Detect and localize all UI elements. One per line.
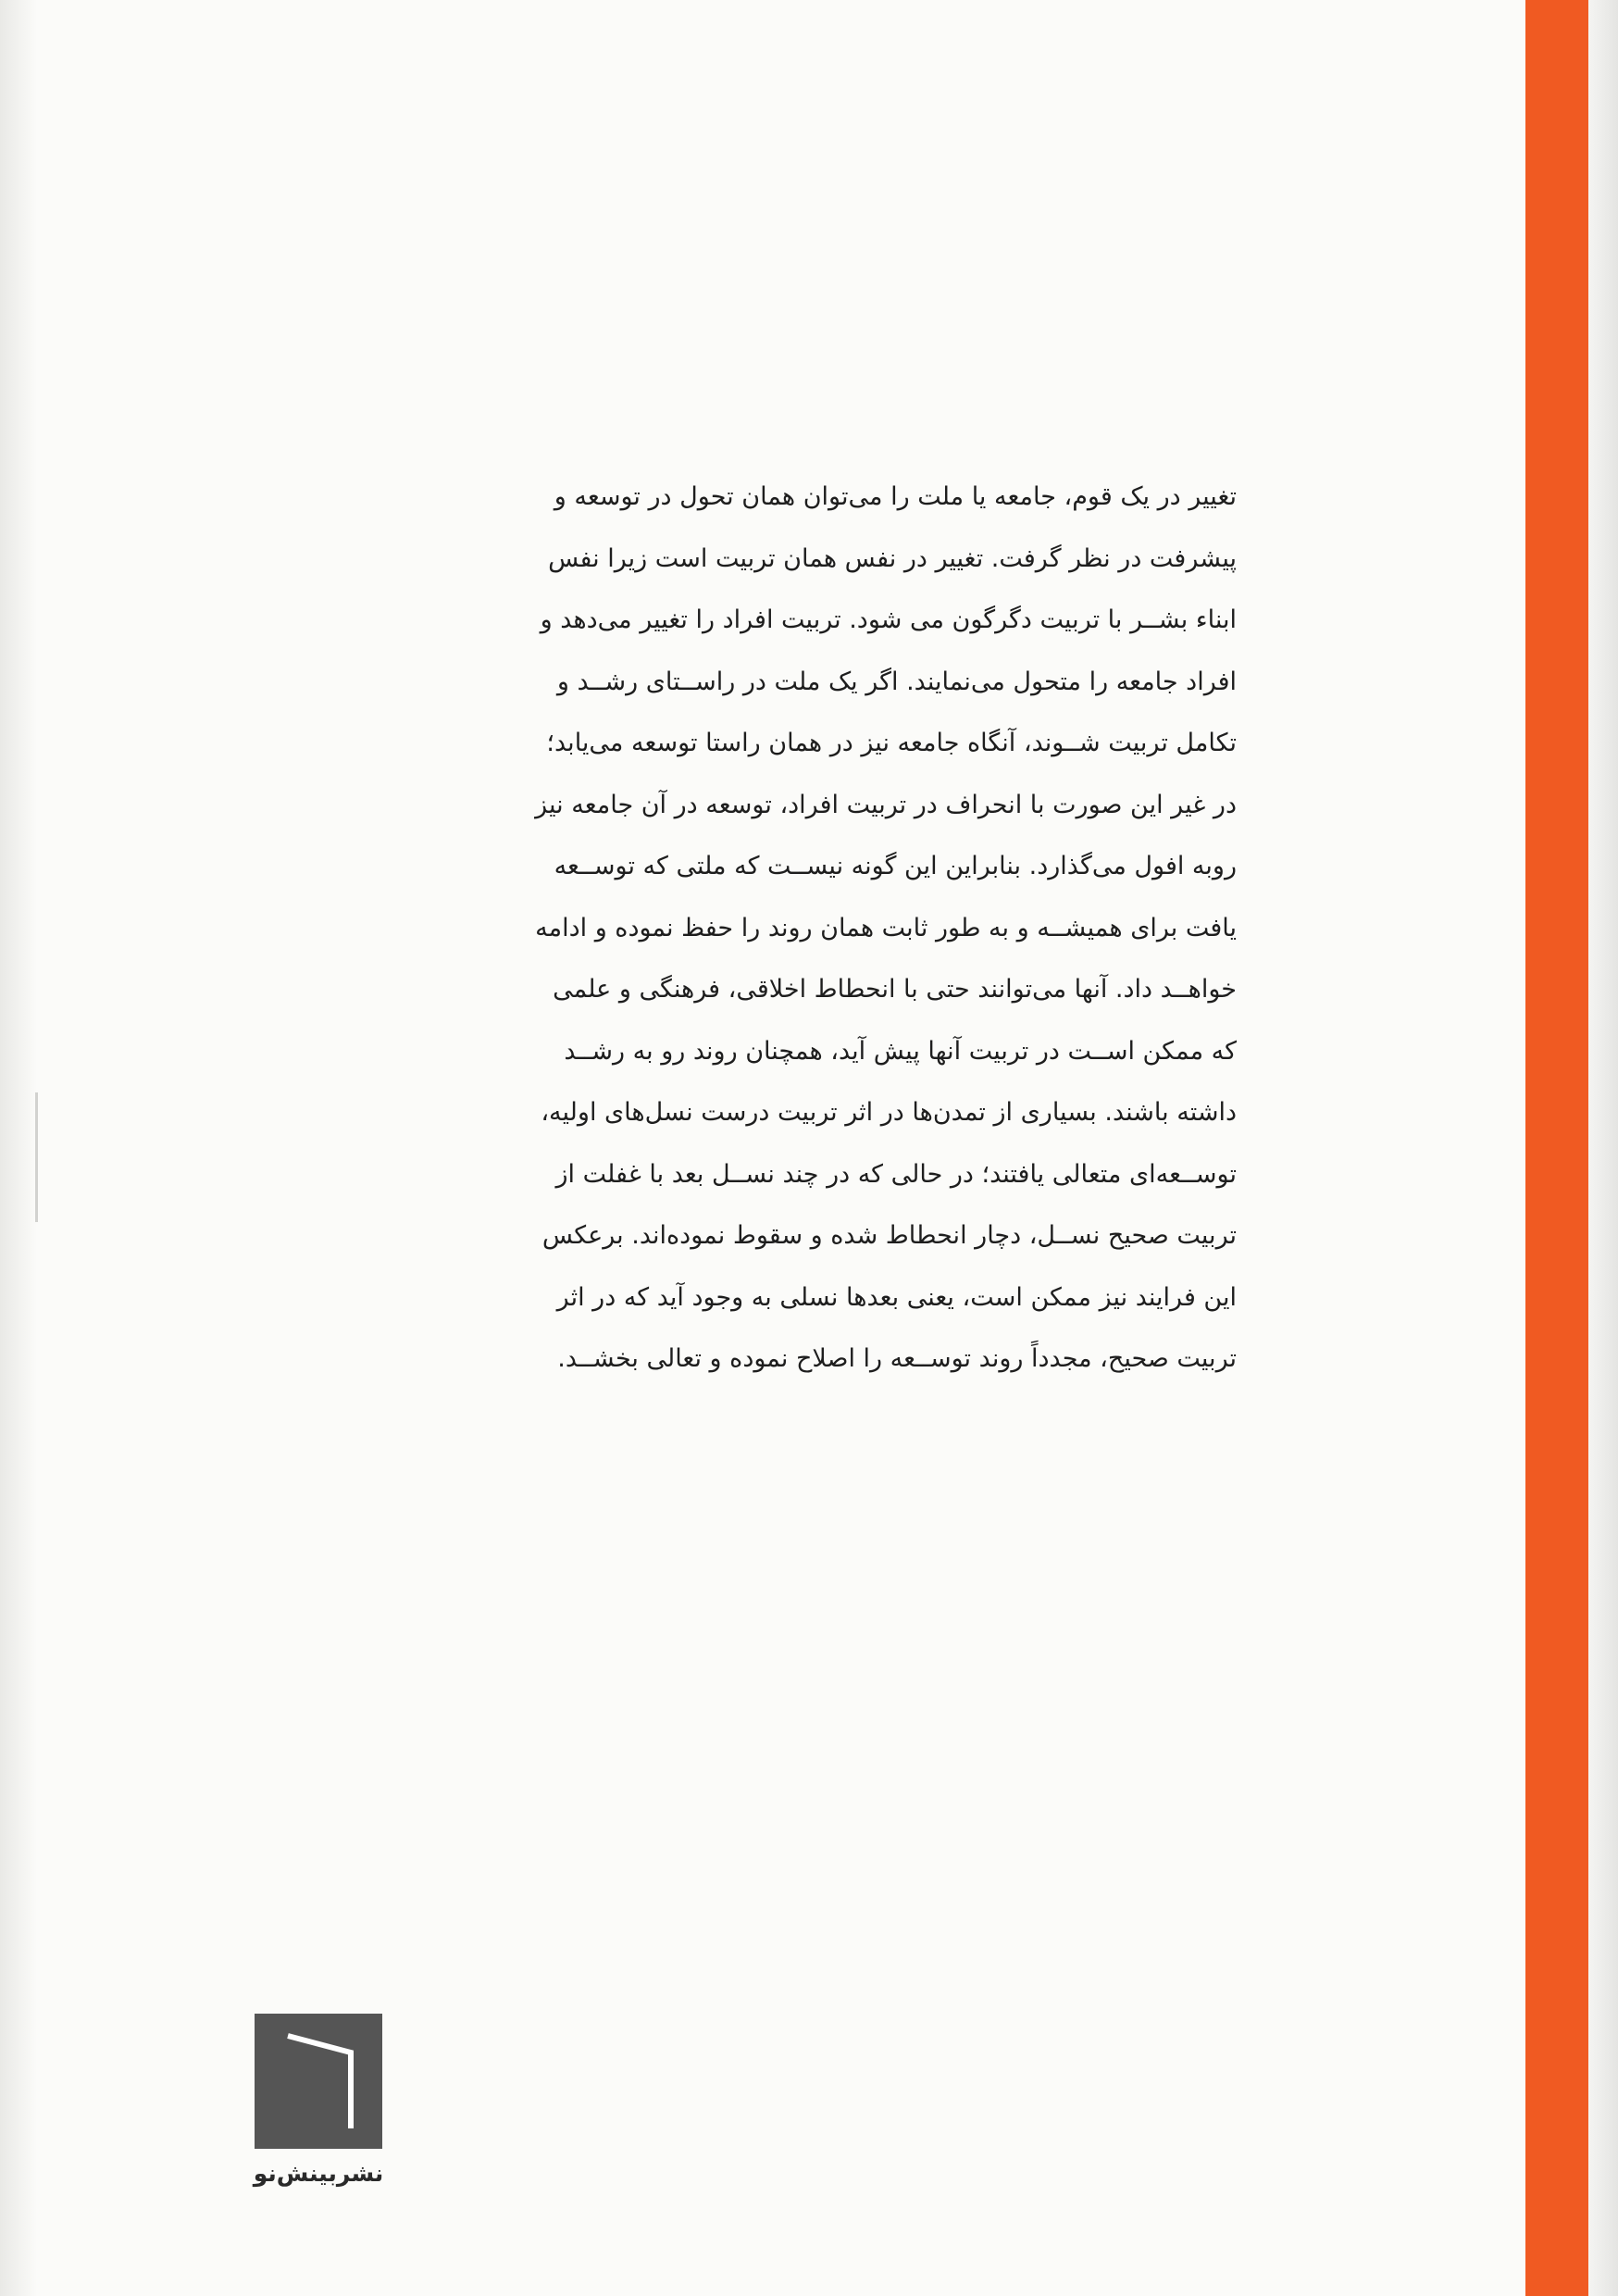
paragraph-line: خواهــد داد. آنها می‌توانند حتی با انحطاط اخلاقی، فرهنگی و علمی (553, 975, 1237, 1004)
paragraph-line: تکامل تربیت شــوند، آنگاه جامعه نیز در همان راستا توسعه می‌یابد؛ (546, 729, 1237, 757)
publisher-logo-icon (255, 2014, 382, 2149)
paragraph-line: پیشرفت در نظر گرفت. تغییر در نفس همان تربیت است زیرا نفس (548, 543, 1237, 573)
paragraph-line: این فرایند نیز ممکن است، یعنی بعدها نسلی به وجود آید که در اثر (556, 1282, 1237, 1312)
back-cover-paragraph (355, 467, 1237, 1391)
publisher-name: نشربینش‌نو (253, 2160, 384, 2187)
paragraph-line: تربیت صحیح، مجدداً روند توســعه را اصلاح نموده و تعالی بخشــد. (557, 1344, 1237, 1373)
paragraph-line: یافت برای همیشــه و به طور ثابت همان روند را حفظ نموده و ادامه (535, 913, 1237, 942)
cover-edge-shade (0, 0, 37, 2296)
paragraph-line: تغییر در یک قوم، جامعه یا ملت را می‌توان همان تحول در توسعه و (554, 482, 1237, 511)
paragraph-line: در غیر این صورت با انحراف در تربیت افراد، توسعه در آن جامعه نیز (535, 790, 1237, 819)
paragraph-line: تربیت صحیح نســل، دچار انحطاط شده و سقوط نموده‌اند. برعکس (541, 1221, 1237, 1250)
paper-mark (35, 1092, 38, 1222)
paragraph-line: توســعه‌ای متعالی یافتند؛ در حالی که در چند نســل بعد با غفلت از (555, 1159, 1237, 1189)
paragraph-line: ابناء بشــر با تربیت دگرگون می شود. تربیت افراد را تغییر می‌دهد و (540, 605, 1237, 634)
paragraph-line: که ممکن اســت در تربیت آنها پیش آید، همچنان روند رو به رشــد (564, 1036, 1237, 1066)
paragraph-line: روبه افول می‌گذارد. بنابراین این گونه نیســت که ملتی که توســعه (554, 852, 1237, 880)
paragraph-line: افراد جامعه را متحول می‌نمایند. اگر یک ملت در راســتای رشــد و (556, 667, 1237, 696)
spine-shadow (1588, 0, 1618, 2296)
paragraph-line: داشته باشند. بسیاری از تمدن‌ها در اثر تربیت درست نسل‌های اولیه، (541, 1098, 1237, 1127)
spine-color-strip (1525, 0, 1588, 2296)
